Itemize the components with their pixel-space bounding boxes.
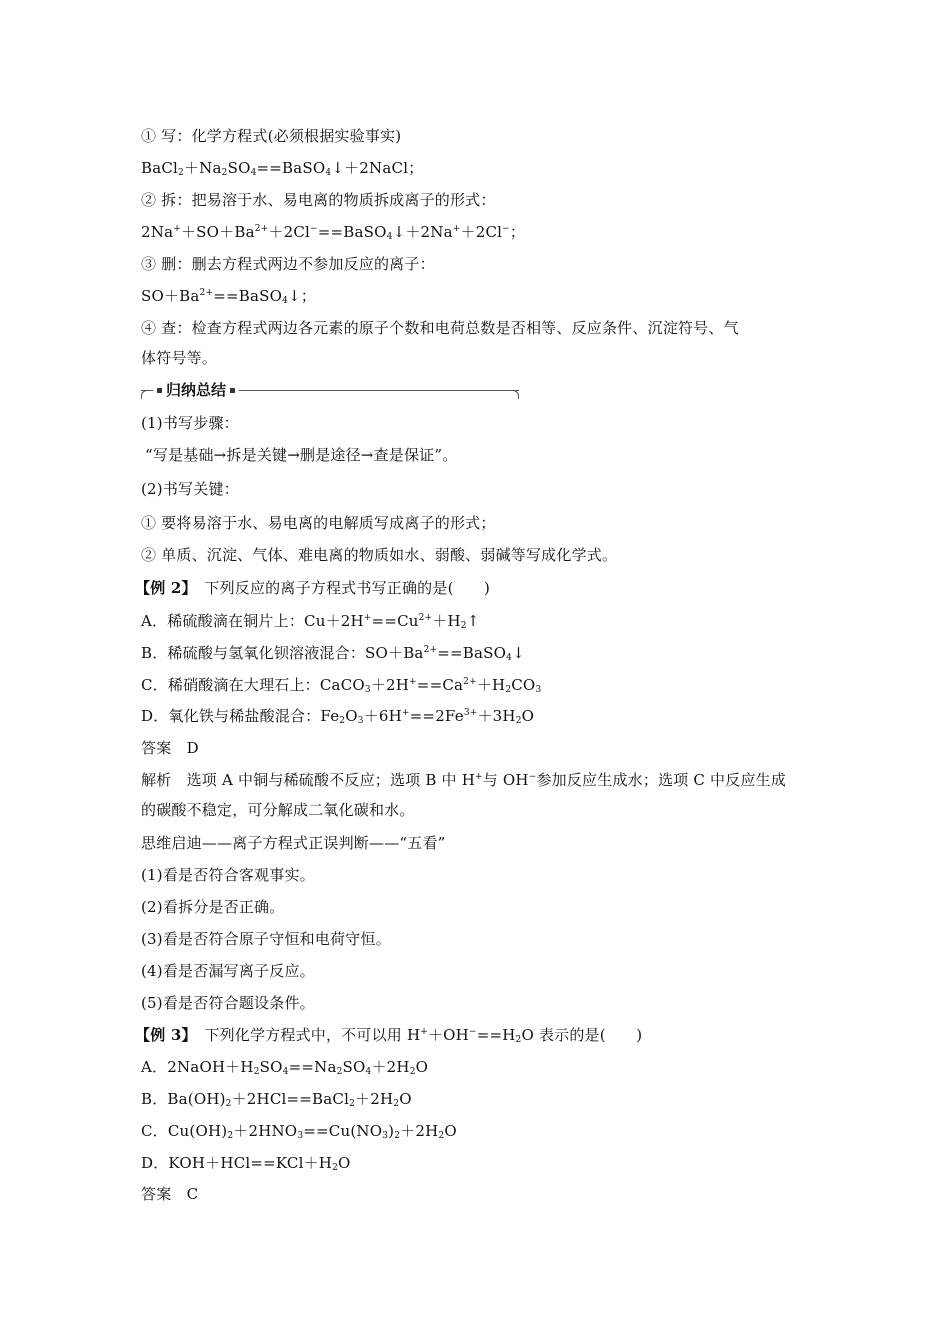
equation-ionic-full: $2Na^++SO+Ba^{2+}+2Cl^-==BaSO_4↓+2Na^++2Cl^-$； [141,223,526,242]
example-3-answer: 答案 C [141,1185,199,1203]
example-3-option-a: A．$2NaOH+H_2SO_4==Na_2SO_4+2H_2O$ [141,1058,429,1077]
example-2-explanation: 解析 选项 A 中铜与稀硫酸不反应；选项 B 中 H+与 OH−参加反应生成水；选项 C 中反应生成 [141,771,787,789]
thinking-item-2: (2)看拆分是否正确。 [141,898,285,916]
square-bullet-icon [157,388,162,393]
summary-corner-right [512,390,519,399]
example-2-option-b: B．稀硫酸与氢氧化钡溶液混合：$SO+Ba^{2+}==BaSO_4↓$ [141,644,525,663]
example-2-option-a: A．稀硫酸滴在铜片上：$Cu+2H^+==Cu^{2+}+H_2↑$ [141,612,480,631]
example-label: 【例 2】 [135,579,190,597]
example-3-option-b: B．$Ba(OH)_2+2HCl==BaCl_2+2H_2O$ [141,1090,412,1109]
equation-full: $BaCl_2+Na_2SO_4==BaSO_4↓+2NaCl$； [141,159,424,178]
example-2-option-d: D．氧化铁与稀盐酸混合：$Fe_2O_3+6H^+==2Fe^{3+}+3H_2O$ [141,707,535,726]
summary-steps-text: “写是基础→拆是关键→删是途径→查是保证”。 [145,446,458,464]
example-label: 【例 3】 [135,1026,190,1044]
summary-key-1: ① 要将易溶于水、易电离的电解质写成离子的形式； [141,514,496,532]
thinking-item-4: (4)看是否漏写离子反应。 [141,962,315,980]
example-3-question: 【例 3】 下列化学方程式中，不可以用 $H^++OH^-==H_2O$ 表示的是( ) [135,1026,643,1045]
step-split: ② 拆：把易溶于水、易电离的物质拆成离子的形式： [141,191,496,209]
summary-key-heading: (2)书写关键： [141,480,239,498]
thinking-title: 思维启迪——离子方程式正误判断——“五看” [141,834,446,852]
step-check-cont: 体符号等。 [141,349,218,367]
summary-title: 归纳总结 [166,381,227,399]
summary-key-2: ② 单质、沉淀、气体、难电离的物质如水、弱酸、弱碱等写成化学式。 [141,546,618,564]
summary-corner-left [141,390,148,399]
step-delete: ③ 删：删去方程式两边不参加反应的离子： [141,255,435,273]
thinking-item-1: (1)看是否符合客观事实。 [141,866,315,884]
equation-net: $SO+Ba^{2+}==BaSO_4↓$； [141,287,317,306]
example-2-question: 【例 2】 下列反应的离子方程式书写正确的是( ) [135,579,491,597]
summary-header [141,382,519,400]
step-check: ④ 查：检查方程式两边各元素的原子个数和电荷总数是否相等、反应条件、沉淀符号、气 [141,319,739,337]
example-2-answer: 答案 D [141,739,199,757]
example-3-option-c: C．$Cu(OH)_2+2HNO_3==Cu(NO_3)_2+2H_2O$ [141,1122,457,1141]
thinking-item-3: (3)看是否符合原子守恒和电荷守恒。 [141,930,391,948]
thinking-item-5: (5)看是否符合题设条件。 [141,994,315,1012]
step-write [141,126,401,146]
square-bullet-icon [230,388,235,393]
example-2-option-c: C．稀硝酸滴在大理石上：$CaCO_3+2H^+==Ca^{2+}+H_2CO_3$ [141,676,542,695]
summary-steps-heading: (1)书写步骤： [141,414,239,432]
example-2-explanation-cont: 的碳酸不稳定，可分解成二氧化碳和水。 [141,801,415,819]
summary-tag [153,381,239,399]
text: ① 写：化学方程式(必须根据实验事实) [141,127,402,145]
example-3-option-d: D．$KOH+HCl==KCl+H_2O$ [141,1154,351,1173]
